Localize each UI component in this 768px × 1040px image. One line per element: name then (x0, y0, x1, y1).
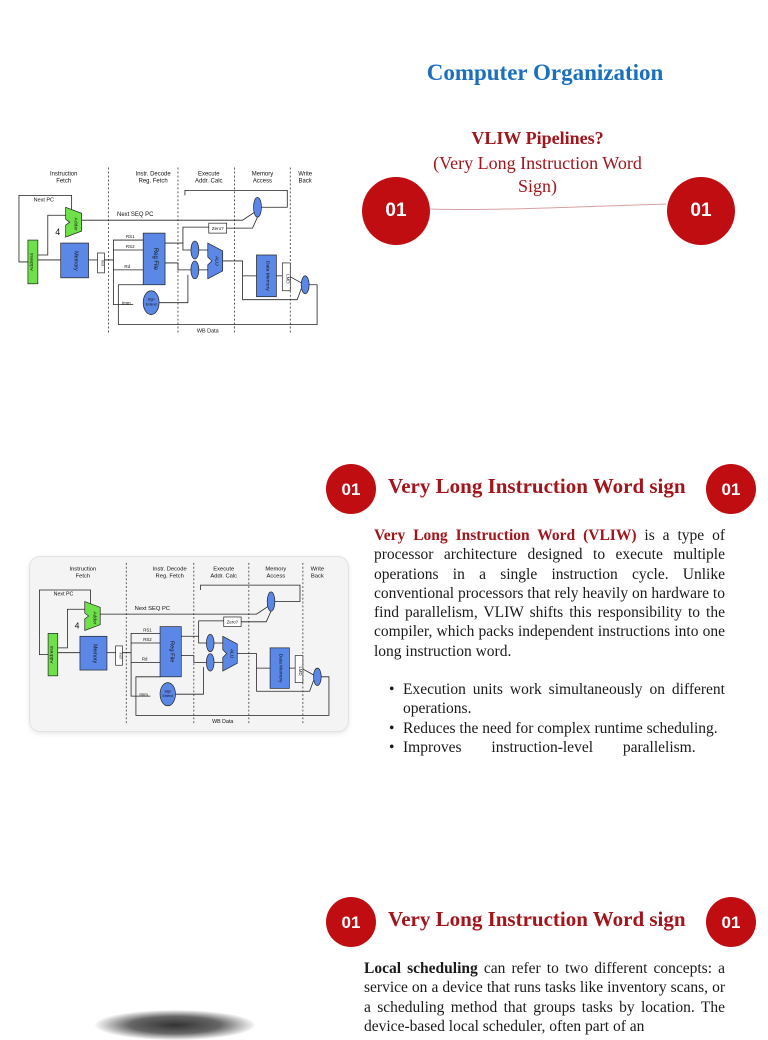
memory-label: Memory (72, 251, 79, 271)
section2-body: can refer to two different concepts: a service on a device that runs tasks like inventory scans, or a scheduling method that groups tasks by location. The device-based local scheduler, often part of an (364, 960, 725, 1035)
list-item: • Execution units work simultaneously on different operations. (374, 680, 725, 719)
stage-label: Back (310, 573, 324, 580)
pc-mux (253, 197, 261, 217)
wire (131, 662, 150, 696)
wire (39, 638, 48, 654)
writeback-mux (314, 668, 322, 685)
address-label: Address (29, 252, 35, 272)
reg-file-label: Reg File (152, 247, 159, 271)
rd-label: Rd (124, 263, 131, 269)
stage-label: Fetch (75, 573, 91, 580)
sign-extend-label: Extend (145, 302, 157, 307)
stage-label: Access (252, 178, 273, 185)
stage-label: Addr. Calc (195, 178, 223, 185)
wire (201, 585, 300, 601)
vliw-subtitle: VLIW Pipelines? (471, 128, 604, 148)
rs2-label: RS2 (125, 244, 135, 250)
alu-mux-a (191, 241, 199, 259)
writeback-mux (301, 276, 309, 294)
adder-label: Adder (72, 217, 78, 231)
alu-mux-b (206, 654, 214, 671)
stage-label: Execute (213, 566, 235, 573)
rs2-label: RS2 (143, 637, 152, 643)
badge-connector-line (428, 203, 668, 217)
section2-paragraph (364, 959, 725, 1035)
section1-bullet-list (374, 680, 725, 757)
wire (199, 621, 224, 636)
section1-badge-right: 01 (706, 464, 756, 514)
stage-label: Access (266, 573, 286, 580)
wire (223, 261, 257, 276)
pipeline-diagram-card (30, 557, 348, 731)
rd-label: Rd (141, 656, 148, 662)
wire (290, 277, 301, 283)
constant-four-label: 4 (74, 620, 80, 631)
wire (82, 210, 258, 220)
header-badge-left: 01 (362, 177, 430, 245)
constant-four-label: 4 (55, 227, 61, 238)
wire (241, 611, 271, 622)
sign-extend-label: Sign (164, 689, 172, 694)
imm-label: Imm (121, 300, 131, 306)
wire (165, 263, 191, 270)
pc-mux (267, 592, 275, 611)
stage-label: Instr. Decode (152, 566, 187, 573)
stage-label: Execute (198, 171, 220, 178)
sign-extend-label: Extend (162, 694, 174, 699)
section2-term: Local scheduling (364, 960, 478, 977)
wire (185, 190, 287, 207)
alu-mux-a (206, 634, 214, 651)
stage-label: Memory (265, 566, 287, 573)
alu-label: ALU (213, 256, 219, 266)
wire (303, 669, 314, 675)
reg-file-label: Reg File (168, 640, 175, 663)
wire (19, 245, 28, 262)
alu-mux-b (191, 261, 199, 279)
rs1-label: RS1 (125, 234, 135, 240)
list-item: • Reduces the need for complex runtime scheduling. (374, 719, 725, 738)
stage-label: Memory (251, 171, 274, 178)
section1-body: is a type of processor architecture designed to execute multiple operations in a single instruction cycle. Unlike conventional processors that rely heavily on hardware to find parallelism, VLIW shifts this responsibility to the compiler, which packs independent instructions into one long instruction word. (374, 527, 725, 660)
stage-label: Fetch (56, 178, 72, 185)
wb-data-label: WB Data (196, 328, 219, 335)
page-title: Computer Organization (426, 60, 664, 85)
wire (113, 270, 133, 305)
sign-extend-label: Sign (147, 297, 155, 302)
rs1-label: RS1 (143, 627, 152, 633)
wb-data-label: WB Data (212, 719, 234, 726)
stage-label: Back (298, 178, 312, 185)
stage-label: Write (310, 566, 325, 573)
stage-label: Instr. Decode (135, 171, 171, 178)
next-pc-label: Next PC (33, 197, 54, 204)
wire (100, 604, 271, 614)
list-item: • Improves instruction-level parallelism. (374, 738, 725, 757)
imm-label: Imm (139, 692, 148, 698)
address-label: Address (49, 645, 55, 664)
stage-label: Instruction (49, 171, 78, 178)
adder-label: Adder (91, 611, 97, 625)
alu-label: ALU (228, 648, 234, 659)
pipeline-diagram-top (14, 165, 332, 337)
next-pc-label: Next PC (53, 591, 74, 598)
section2-heading: Very Long Instruction Word sign (388, 907, 686, 931)
stage-label: Write (298, 171, 313, 178)
wire (183, 227, 209, 243)
section1-term: Very Long Instruction Word (VLIW) (374, 527, 637, 544)
data-memory-label: Data Memory (264, 260, 270, 291)
lmd-label: LMD (298, 666, 304, 676)
section2-badge-left: 01 (326, 897, 376, 947)
wire (227, 217, 258, 228)
stage-label: Reg. Fetch (138, 178, 168, 185)
vliw-description: (Very Long Instruction Word Sign) (433, 153, 642, 196)
section1-badge-left: 01 (326, 464, 376, 514)
inst-label: Inst (100, 259, 106, 267)
stage-label: Instruction (69, 566, 97, 573)
wire (237, 654, 270, 668)
stage-label: Reg. Fetch (155, 573, 184, 580)
section1-paragraph (374, 526, 725, 661)
lmd-label: LMD (285, 274, 291, 284)
data-memory-label: Data Memory (277, 653, 283, 683)
zero-label: Zero? (226, 619, 239, 625)
zero-label: Zero? (211, 226, 224, 232)
header-badge-right: 01 (667, 177, 735, 245)
memory-label: Memory (91, 644, 98, 664)
next-seq-pc-label: Next SEQ PC (117, 212, 154, 219)
section2-badge-right: 01 (706, 897, 756, 947)
next-seq-pc-label: Next SEQ PC (134, 606, 170, 613)
partial-image (95, 1010, 255, 1040)
wire (181, 656, 206, 663)
stage-label: Addr. Calc (210, 573, 238, 580)
section1-heading: Very Long Instruction Word sign (388, 474, 686, 498)
inst-label: Inst (118, 652, 123, 659)
